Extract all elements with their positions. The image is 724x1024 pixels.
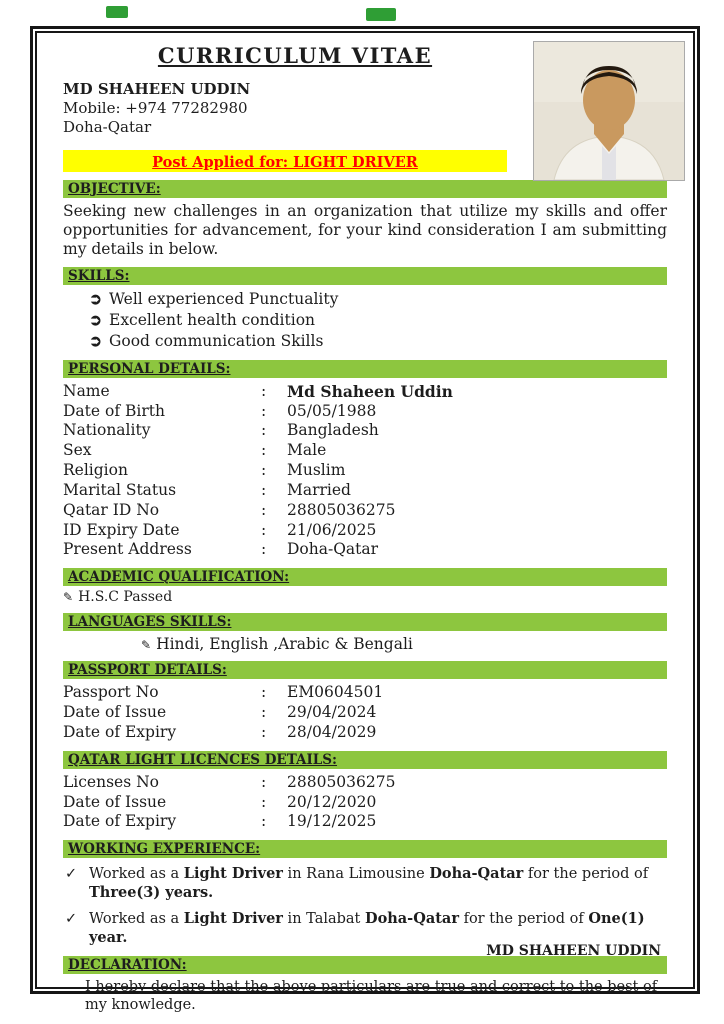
checkmark-icon: ✓ (65, 866, 78, 883)
table-row: Date of Birth : 05/05/1988 (63, 401, 377, 420)
checkmark-icon: ✓ (65, 910, 78, 927)
scan-artifact (366, 8, 396, 21)
section-personal-details: PERSONAL DETAILS: (63, 360, 667, 378)
table-row: ID Expiry Date : 21/06/2025 (63, 520, 377, 539)
applicant-photo (533, 41, 685, 181)
list-item: ➲ Well experienced Punctuality (89, 288, 339, 308)
skills-list (63, 289, 667, 352)
section-skills: SKILLS: (63, 267, 667, 285)
table-row: Passport No : EM0604501 (63, 683, 384, 702)
section-passport: PASSPORT DETAILS: (63, 661, 667, 679)
arrow-bullet-icon: ➲ (89, 309, 102, 329)
pencil-icon: ✎ (63, 590, 74, 605)
arrow-bullet-icon: ➲ (89, 330, 102, 350)
table-row: Date of Issue : 20/12/2020 (63, 792, 377, 811)
table-row: Sex : Male (63, 441, 327, 460)
table-row: Licenses No : 28805036275 (63, 772, 396, 791)
table-row: Date of Expiry : 19/12/2025 (63, 812, 377, 831)
section-languages: LANGUAGES SKILLS: (63, 613, 667, 631)
applicant-address: Doha-Qatar (63, 117, 152, 136)
section-academic: ACADEMIC QUALIFICATION: (63, 568, 667, 586)
list-item: ➲ Excellent health condition (89, 309, 316, 329)
table-row: Nationality : Bangladesh (63, 421, 379, 440)
experience-item: ✓ Worked as a Light Driver in Talabat Doha-Qatar for the period of One(1) year. (65, 909, 645, 946)
post-applied-text: Post Applied for: LIGHT DRIVER (152, 154, 418, 172)
pencil-icon: ✎ (141, 638, 152, 653)
page-content (35, 31, 695, 1014)
languages-item: ✎ Hindi, English ,Arabic & Bengali (141, 635, 413, 654)
experience-item: ✓ Worked as a Light Driver in Rana Limousine Doha-Qatar for the period of Three(3) years. (65, 865, 649, 901)
section-licence: QATAR LIGHT LICENCES DETAILS: (63, 751, 667, 769)
list-item: ➲ Good communication Skills (89, 330, 324, 350)
table-row: Religion : Muslim (63, 461, 346, 480)
table-row: Date of Issue : 29/04/2024 (63, 703, 377, 722)
passport-table (63, 683, 667, 742)
applicant-name: MD SHAHEEN UDDIN (63, 80, 251, 98)
table-row: Date of Expiry : 28/04/2029 (63, 722, 377, 741)
applicant-mobile: Mobile: +974 77282980 (63, 98, 248, 117)
licence-table (63, 773, 667, 832)
arrow-bullet-icon: ➲ (89, 288, 102, 308)
table-row: Name : Md Shaheen Uddin (63, 381, 453, 401)
personal-details-table (63, 382, 667, 560)
scan-artifact (106, 6, 128, 18)
table-row: Present Address : Doha-Qatar (63, 540, 379, 559)
page-border (30, 26, 700, 1014)
table-row: Qatar ID No : 28805036275 (63, 500, 396, 519)
table-row: Marital Status : Married (63, 480, 351, 499)
academic-item: ✎ H.S.C Passed (63, 589, 173, 606)
objective-text: Seeking new challenges in an organization that utilize my skills and offer opportunities for advancement, for your kind consideration I am submitting my details in below. (63, 202, 667, 259)
section-experience: WORKING EXPERIENCE: (63, 840, 667, 858)
declaration-text: I hereby declare that the above particulars are true and correct to the best of my knowledge. (85, 978, 658, 1014)
portrait-photo-icon (534, 42, 684, 180)
signature-name: MD SHAHEEN UDDIN (486, 943, 661, 959)
section-declaration: DECLARATION: (63, 956, 667, 974)
section-objective: OBJECTIVE: (63, 180, 667, 198)
post-applied-banner (63, 150, 507, 172)
page-title: CURRICULUM VITAE (157, 43, 433, 68)
